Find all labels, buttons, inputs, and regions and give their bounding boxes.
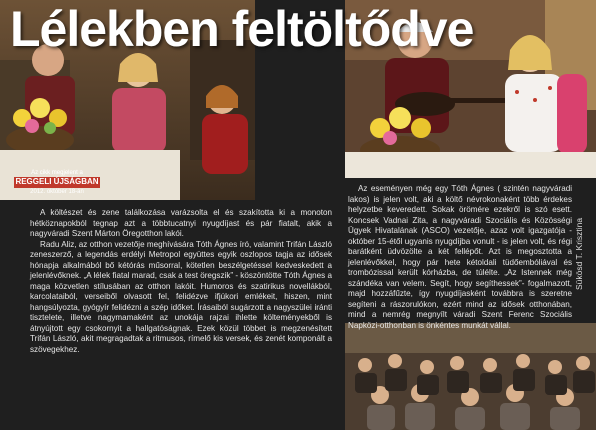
paragraph: Az eseményen még egy Tóth Ágnes ( szintén nagyváradi lakos) is jelen volt, aki a költő névrokonaként több érdekes helyzetbe keveredett. Sokak örömére ezekről is szó esett. Koncsek Vadnai Zita, a nagyváradi Szociális és Közösségi Ügyek Hivatalának (ASCO) vezetője, azaz volt igazgatója - október 15-étől ugyanis nyugdíjba vonult - is jelen volt, és régi barátként üdvözölte a két fellépőt. Azt is megosztotta a jelenlévőkkel, hogy pár hete kétoldali tüdőembóliával és trombózissal került kórházba, de túlélte. „Az Istennek még szándéka van velem. Segít, hogy segíthessek”- fogalmazott, majd hozzáfűzte, így nyugdíjasként továbbra is szeretne segíteni a rászorulókon, ezért mind az idősek otthonában, mind a nemrég megnyílt váradi Szent Ferenc Szociális Napközi-otthonban is önkéntes munkát vállal.	[348, 184, 572, 330]
article-title: Lélekben feltöltődve	[10, 1, 474, 57]
paragraph: A költészet és zene találkozása varázsolta el és szakította ki a monoton hétköznapokból tegnap azt a többtucatnyi nyugdíjast és pár fiatalt, akik a nagyváradi Szent Márton Öregotthon lakói.	[30, 208, 332, 238]
right-column-text	[348, 184, 572, 331]
left-column-text	[30, 208, 332, 355]
paragraph: Radu Aliz, az otthon vezetője meghívására Tóth Ágnes író, valamint Trifán László zeneszerző, a legendás erdélyi Metropol együttes egyik oszlopos tagja az idősek hónapja alkalmából bő kétórás műsorral, kötetlen beszélgetéssel kedveskedett a jelenlévőknek. „A lélek fiatal marad, csak a test öregszik” - köszöntötte Tóth Ágnes a maga közvetlen stílusában az otthon lakóit. Humoros és szatirikus novellákból, karcolataiból, verseiből olvasott fel, felidézve ifjúkori emlékeit, hiszen, mint hangsúlyozta, gyógyír felidézni a szép időket. Írásaiból sugárzott a nagyszülei iránti tisztelete, illetve nagymamaként az unokája rajzai ihlette költeményekből is átnyújtott egy csokornyit a hallgatóságnak. Ezek közül többet is megzenésített Trifán László, akit megragadtak a ritmusos, rímelő kis versek, és zenét komponált a szövegekhez.	[30, 239, 332, 354]
source-caption	[14, 170, 100, 195]
photo-credit: Sükösd T. Krisztina	[574, 217, 584, 291]
caption-prefix: Az cikk megjelent a	[31, 170, 83, 176]
publication-date: 2012. október 18-án	[30, 188, 84, 195]
photo-audience	[345, 323, 596, 430]
photo-illustration-bottom	[345, 323, 596, 430]
newspaper-name: REGGELI ÚJSÁGBAN	[15, 177, 99, 187]
